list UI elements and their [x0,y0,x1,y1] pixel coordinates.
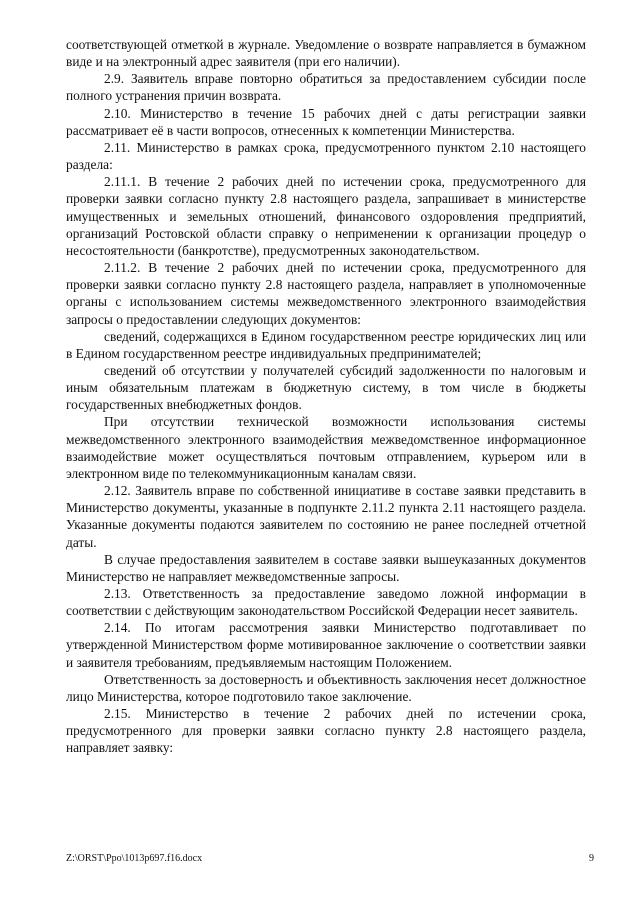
paragraph-registry-info: сведений, содержащихся в Едином государственном реестре юридических лиц или в Едином государственном реестре индивидуальных предпринимателей; [66,328,586,361]
paragraph-no-technical-possibility: При отсутствии технической возможности использования системы межведомственного электронного взаимодействия межведомственное информационное взаимодействие может осуществляться почтовым отправлением, курьером или в электронном виде по телекоммуникационным каналам связи. [66,414,586,481]
paragraph-documents-provided: В случае предоставления заявителем в составе заявки вышеуказанных документов Министерство не направляет межведомственные запросы. [66,551,586,584]
file-path: Z:\ORST\Ppo\1013p697.f16.docx [66,853,203,864]
paragraph-2-9: 2.9. Заявитель вправе повторно обратиться за предоставлением субсидии после полного устранения причин возврата. [66,71,586,104]
paragraph-continuation: соответствующей отметкой в журнале. Уведомление о возврате направляется в бумажном виде и на электронный адрес заявителя (при его наличии). [66,37,586,70]
paragraph-responsibility: Ответственность за достоверность и объективность заключения несет должностное лицо Министерства, которое подготовило такое заключение. [66,671,586,704]
paragraph-2-13: 2.13. Ответственность за предоставление заведомо ложной информации в соответствии с действующим законодательством Российской Федерации несет заявитель. [66,586,586,619]
page-number: 9 [589,853,594,864]
paragraph-2-15: 2.15. Министерство в течение 2 рабочих дней по истечении срока, предусмотренного для проверки заявки согласно пункту 2.8 настоящего раздела, направляет заявку: [66,706,586,756]
paragraph-tax-debt-info: сведений об отсутствии у получателей субсидий задолженности по налоговым и иным обязательным платежам в бюджетную систему, в том числе в бюджеты государственных внебюджетных фондов. [66,362,586,413]
paragraph-2-11: 2.11. Министерство в рамках срока, предусмотренного пунктом 2.10 настоящего раздела: [66,139,586,173]
paragraph-2-10: 2.10. Министерство в течение 15 рабочих дней с даты регистрации заявки рассматривает её в части вопросов, отнесенных к компетенции Министерства. [66,105,586,138]
paragraph-2-11-1: 2.11.1. В течение 2 рабочих дней по истечении срока, предусмотренного для проверки заявки согласно пункту 2.8 настоящего раздела, запрашивает в министерстве имущественных и земельных отношений, финансового оздоровления предприятий, организаций Ростовской области справку о неприменении к организации процедур о несостоятельности (банкротстве), предусмотренных законодательством. [66,174,586,258]
document-page [66,36,586,757]
paragraph-2-12: 2.12. Заявитель вправе по собственной инициативе в составе заявки представить в Министерство документы, указанные в подпункте 2.11.2 пункта 2.11 настоящего раздела. Указанные документы подаются заявителем по состоянию не ранее последней отчетной даты. [66,483,586,550]
paragraph-2-14: 2.14. По итогам рассмотрения заявки Министерство подготавливает по утвержденной Министерством форме мотивированное заключение о соответствии заявки и заявителя требованиям, предъявляемым настоящим Положением. [66,620,586,670]
paragraph-2-11-2: 2.11.2. В течение 2 рабочих дней по истечении срока, предусмотренного для проверки заявки согласно пункту 2.8 настоящего раздела, направляет в уполномоченные органы с использованием системы межведомственного электронного взаимодействия запросы о предоставлении следующих документов: [66,260,586,327]
